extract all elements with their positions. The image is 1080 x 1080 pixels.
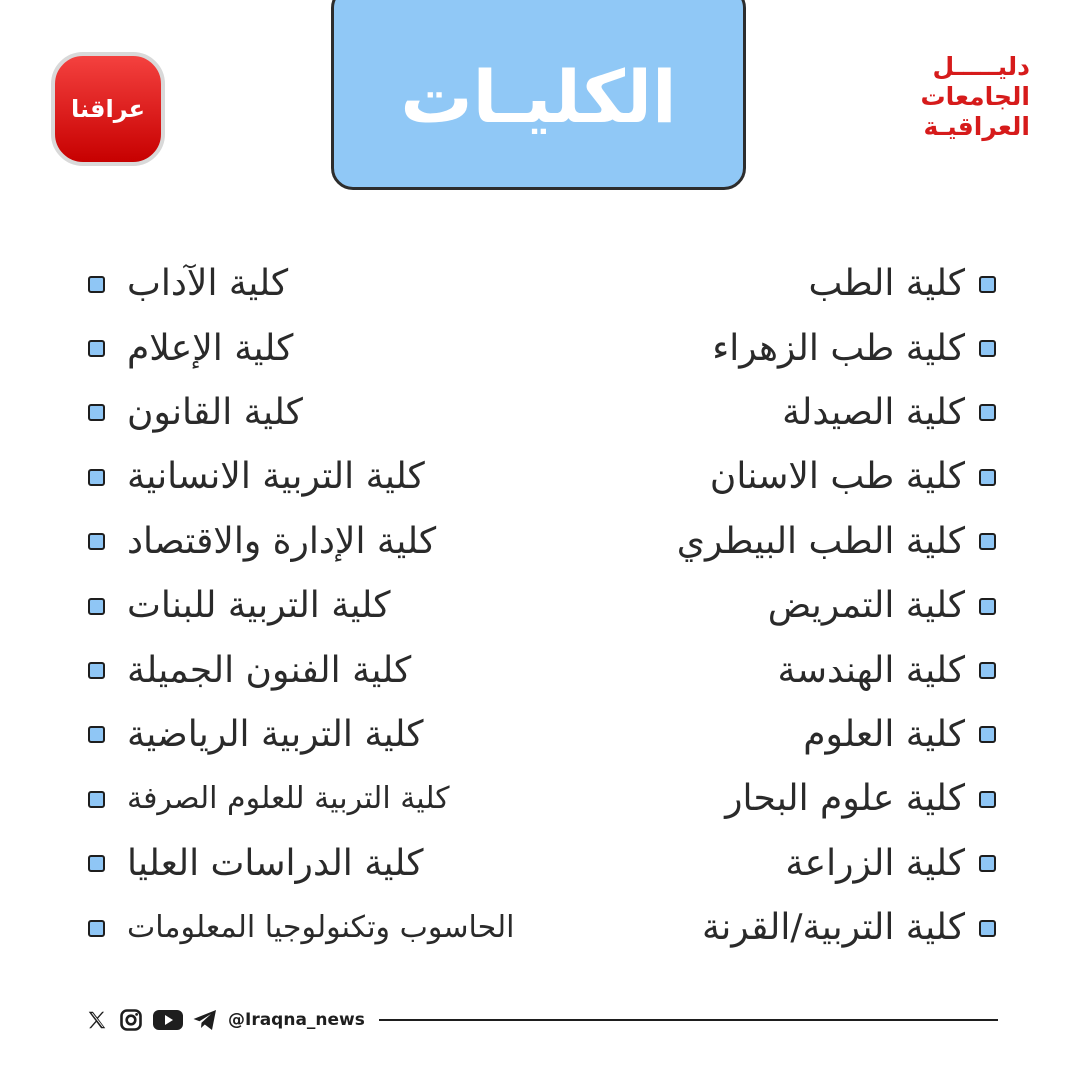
bullet-icon [979, 533, 996, 550]
list-item [88, 703, 518, 767]
list-item [566, 767, 996, 831]
college-name: كلية علوم البحار [725, 778, 965, 820]
college-name: كلية التربية للعلوم الصرفة [127, 781, 450, 817]
college-name: كلية الطب [808, 263, 965, 305]
x-icon[interactable] [84, 1007, 110, 1033]
bullet-icon [88, 855, 105, 872]
list-item [88, 896, 518, 960]
college-name: كلية التربية للبنات [127, 585, 391, 627]
brand-logo [51, 52, 165, 166]
list-item [88, 381, 518, 445]
college-column-right [566, 252, 996, 960]
list-item [566, 316, 996, 380]
bullet-icon [88, 276, 105, 293]
college-name: كلية الهندسة [777, 649, 965, 691]
college-name: كلية الصيدلة [782, 391, 965, 433]
bullet-icon [979, 276, 996, 293]
list-item [88, 832, 518, 896]
bullet-icon [979, 469, 996, 486]
college-column-left [88, 252, 518, 960]
bullet-icon [88, 726, 105, 743]
list-item [566, 510, 996, 574]
social-icons [84, 1007, 218, 1033]
college-name: كلية القانون [127, 391, 303, 433]
bullet-icon [979, 920, 996, 937]
bullet-icon [88, 920, 105, 937]
list-item [88, 445, 518, 509]
college-name: كلية الدراسات العليا [127, 842, 424, 884]
social-footer [84, 1002, 998, 1038]
list-item [566, 445, 996, 509]
college-name: كلية الآداب [127, 263, 289, 305]
list-item [88, 638, 518, 702]
list-item [566, 381, 996, 445]
list-item [566, 896, 996, 960]
telegram-icon[interactable] [192, 1007, 218, 1033]
brand-logo-text: عراقنا [70, 95, 146, 123]
bullet-icon [979, 598, 996, 615]
guide-heading [890, 52, 1030, 142]
list-item [566, 638, 996, 702]
bullet-icon [88, 791, 105, 808]
list-item [88, 574, 518, 638]
college-list [0, 252, 1080, 972]
college-name: كلية التربية الرياضية [127, 713, 424, 755]
list-item [566, 703, 996, 767]
list-item [566, 574, 996, 638]
guide-line: العراقيـة [923, 112, 1030, 141]
bullet-icon [979, 340, 996, 357]
college-name: كلية العلوم [803, 713, 965, 755]
bullet-icon [88, 469, 105, 486]
guide-line: دليـــــل [932, 52, 1030, 81]
college-name: كلية الطب البيطري [676, 520, 965, 562]
bullet-icon [979, 726, 996, 743]
bullet-icon [979, 791, 996, 808]
college-name: كلية الزراعة [785, 842, 965, 884]
college-name: كلية التربية الانسانية [127, 456, 425, 498]
guide-line: الجامعات [920, 82, 1030, 111]
college-name: كلية طب الاسنان [709, 456, 965, 498]
bullet-icon [88, 598, 105, 615]
footer-divider [379, 1019, 998, 1021]
youtube-icon[interactable] [152, 1007, 184, 1033]
social-handle[interactable]: @Iraqna_news [228, 1010, 365, 1030]
list-item [88, 510, 518, 574]
instagram-icon[interactable] [118, 1007, 144, 1033]
list-item [566, 832, 996, 896]
bullet-icon [88, 340, 105, 357]
list-item [88, 316, 518, 380]
bullet-icon [88, 533, 105, 550]
bullet-icon [88, 404, 105, 421]
college-name: كلية طب الزهراء [712, 327, 965, 369]
bullet-icon [979, 404, 996, 421]
college-name: الحاسوب وتكنولوجيا المعلومات [127, 910, 515, 946]
list-item [566, 252, 996, 316]
college-name: كلية الإدارة والاقتصاد [127, 520, 437, 562]
bullet-icon [88, 662, 105, 679]
bullet-icon [979, 855, 996, 872]
list-item [88, 252, 518, 316]
college-name: كلية التمريض [767, 585, 965, 627]
title-banner [331, 0, 746, 190]
bullet-icon [979, 662, 996, 679]
college-name: كلية التربية/القرنة [701, 907, 965, 949]
list-item [88, 767, 518, 831]
college-name: كلية الفنون الجميلة [127, 649, 412, 691]
college-name: كلية الإعلام [127, 327, 294, 369]
page-title: الكليـات [400, 55, 677, 139]
